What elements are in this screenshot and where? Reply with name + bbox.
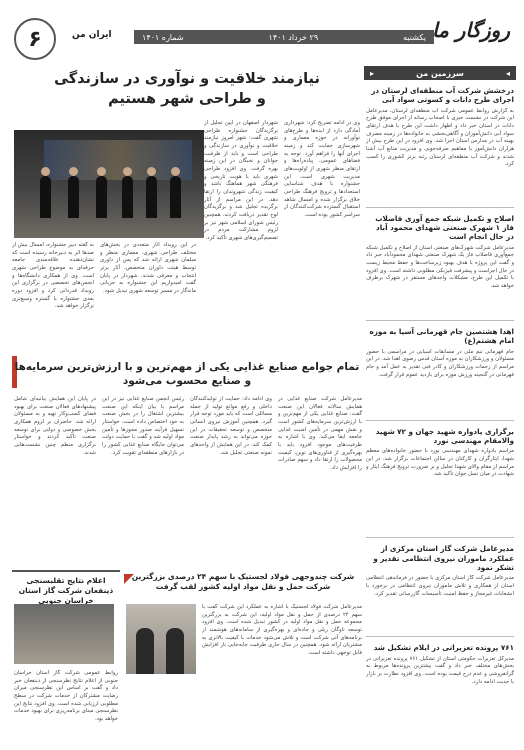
article-title: اعلام نتایج تقلبسنجی ذینفعان شرکت گاز استان خراسان جنوبی: [18, 576, 114, 605]
divider: [366, 636, 514, 637]
logistics-headline: شرکت چندوجهی فولاد لجستیک با سهم ۲۴ درصدی بزرگترین شرکت حمل و نقل مواد اولیه کشور لقب گرفت: [131, 572, 355, 592]
article-body: مدیرکل تعزیرات حکومتی استان از تشکیل ۷۶۱ پرونده تعزیراتی در بخش‌های مختلف خبر داد و گفت بیشترین پرونده‌ها مربوط به گرانفروشی و عدم درج قیمت بوده است. وی افزود نظارت بر بازار با جدیت ادامه دارد.: [366, 655, 514, 685]
right-article: [364, 643, 516, 699]
right-article: [364, 427, 516, 533]
right-article: [364, 214, 516, 315]
headline-line: و صنایع محسوب می‌شود: [122, 375, 252, 388]
weekday: یکشنبه: [403, 32, 426, 42]
main-article-col: در این رویداد آثار متعددی در بخش‌های مختلف طراحی شهری، معماری منظر و مبلمان شهری ارائه شد که پس از داوری توسط هیئت داوران متخصص، آثار برتر انتخاب و معرفی شدند. شهردار در پایان گفت امیدواریم این جشنواره به جریانی ماندگار در مسیر توسعه شهری تبدیل شود.: [100, 242, 196, 295]
figure: [170, 176, 181, 218]
article-body: مدیرعامل شرکت گاز استان مرکزی با حضور در فرماندهی انتظامی استان از همکاری و تلاش ماموران نیروی انتظامی در برخورد با انشعابات غیرمجاز و حفظ امنیت تأسیسات گازرسانی تقدیر کرد.: [366, 575, 514, 597]
right-column: [364, 66, 516, 742]
divider: [366, 537, 514, 538]
main-headline: [12, 70, 362, 109]
page-number: ۶: [14, 18, 56, 60]
article-title: برگزاری یادواره شهید جهان و ۷۲ شهید والامقام مهندسی نورد: [375, 426, 514, 445]
right-article: [364, 544, 516, 631]
article-body: مدیرعامل شرکت فولاد لجستیک با اشاره به عملکرد این شرکت گفت با سهم ۲۴ درصدی از حمل و نقل مواد اولیه، این شرکت به بزرگترین مجموعه حمل و نقل مواد اولیه در کشور تبدیل شده است. وی افزود توسعه ناوگان ریلی و جاده‌ای و بهره‌گیری از سامانه‌های هوشمند از برنامه‌های آتی شرکت است و تلاش می‌شود خدمات با کیفیت بالاتری به مشتریان ارائه شود. همچنین در سال جاری ظرفیت جابه‌جایی بار افزایش قابل توجهی داشته است.: [202, 604, 362, 657]
figure: [68, 176, 79, 218]
figure: [122, 176, 133, 218]
right-column-title: سرزمین من: [416, 68, 464, 78]
right-article: [364, 86, 516, 202]
article-title: اصلاح و تکمیل شبکه جمع آوری فاضلاب فاز ۱ شهرک صنعتی شهدای محمود آباد در حال انجام است: [375, 213, 514, 242]
article-title: مدیرعامل شرکت گاز استان مرکزی از عملکرد ماموران نیروی انتظامی تقدیر و تشکر نمود: [373, 544, 514, 572]
second-article-col: در پایان این همایش بیانیه‌ای شامل پیشنهادهای فعالان صنعت برای بهبود فضای کسب‌وکار تهیه و به مسئولان ارائه شد. حاضران بر لزوم همکاری بخش خصوصی و دولتی برای توسعه صنعت تأکید کردند و خواستار برگزاری منظم چنین نشست‌هایی شدند.: [14, 396, 96, 456]
award-photo: [126, 604, 196, 674]
section-label: ایران من: [72, 30, 112, 40]
figure: [146, 176, 157, 218]
chevron-icon: ▸: [370, 68, 375, 78]
issue-number: شماره ۱۴۰۱: [142, 32, 184, 42]
divider: [366, 320, 514, 321]
ceremony-photo: [14, 130, 204, 238]
date-band: [134, 30, 434, 44]
stage-figures: [34, 163, 184, 218]
figure: [166, 628, 184, 674]
main-article: [12, 66, 362, 115]
divider: [366, 420, 514, 421]
headline-line: تمام جوامع صنایع غذایی یکی از مهم‌ترین و با ارزش‌ترین سرمایه‌ها: [14, 361, 360, 373]
page-header: [14, 18, 510, 62]
article-body: مراسم یادواره شهدای مهندسی نورد با حضور خانواده‌های معظم شهدا، ایثارگران و کارکنان در سالن اجتماعات برگزار شد. در این مراسم از مقام والای شهدا تجلیل و بر ضرورت ترویج فرهنگ ایثار و شهادت در میان نسل جوان تأکید شد.: [366, 448, 514, 478]
gas-company-photo: [14, 604, 114, 664]
article-body: به گزارش روابط عمومی شرکت آب منطقه‌ای لرستان، مدیرعامل این شرکت در نشست خبری با اصحاب رسانه از اجرای موفق طرح دانات در استان خبر داد و اظهار داشت این طرح با هدف ارتقای سواد آبی دانش‌آموزان و آگاهی‌بخشی به خانواده‌ها در زمینه مصرف بهینه آب در مدارس استان اجرا شد. وی افزود در این طرح بیش از هزاران دانش‌آموز با مفاهیم صرفه‌جویی و مدیریت منابع آب آشنا شدند و شرکت آب منطقه‌ای لرستان رتبه برتر کشوری را کسب کرد.: [366, 107, 514, 168]
second-article-col: مدیرعامل شرکت صنایع غذایی در همایش سالانه فعالان این صنعت گفت: صنایع غذایی یکی از مهم‌ترین و با ارزش‌ترین سرمایه‌های کشور است و نقش مهمی در تأمین امنیت غذایی جامعه ایفا می‌کند. وی با اشاره به ظرفیت‌های موجود افزود باید با بهره‌گیری از فناوری‌های نوین، کیفیت محصولات را ارتقا داد و سهم صادرات را افزایش داد.: [278, 396, 362, 472]
article-title: درخشش شرکت آب منطقه‌ای لرستان در اجرای طرح دانات و کسوتی سواد آبی: [371, 86, 514, 105]
right-column-header: [364, 66, 516, 80]
article-body-continued: [126, 678, 198, 742]
chevron-icon: ◂: [505, 68, 510, 78]
date: ۲۹ خرداد ۱۴۰۱: [268, 32, 319, 42]
headline-line: و طراحی شهر هستیم: [108, 90, 266, 107]
figure: [40, 176, 51, 218]
article-title: اهدا هشتصین جام قهرمانی آسیا به موزه امام هشتم(ع): [369, 326, 514, 346]
main-article-col: به گفته دبیر جشنواره، امسال بیش از صدها اثر به دبیرخانه رسیده است که نشان‌دهنده علاقه‌مندی جامعه حرفه‌ای به موضوع طراحی شهری است. وی از همکاری دانشگاه‌ها و انجمن‌های تخصصی در برگزاری این رویداد قدردانی کرد و افزود دوره بعدی جشنواره با گستره وسیع‌تری برگزار خواهد شد.: [12, 242, 94, 310]
headline-line: نیازمند خلاقیت و نوآوری در سازندگی: [54, 71, 320, 87]
second-article-col: رئیس انجمن صنایع غذایی نیز در این مراسم با بیان اینکه این صنعت بیشترین اشتغال را در بخش صنعت به خود اختصاص داده است، خواستار تسهیل فرآیند صدور مجوزها و تأمین مواد اولیه شد و گفت با حمایت دولت می‌توان جایگاه صنایع غذایی کشور را در بازارهای منطقه‌ای تقویت کرد.: [102, 396, 184, 456]
second-article-col: وی ادامه داد: حمایت از تولیدکنندگان داخلی و رفع موانع تولید از جمله مسائلی است که باید مورد توجه قرار گیرد. همچنین آموزش نیروی انسانی متخصص و توسعه تحقیقات در این حوزه می‌تواند به رشد پایدار صنعت کمک کند. در این همایش از واحدهای نمونه صنعتی تجلیل شد.: [190, 396, 272, 456]
main-article-col: شهردار اصفهان در آیین تجلیل از برگزیدگان جشنواره طراحی شهری گفت: شهر امروز نیازمند خلاقیت و نوآوری در سازندگی و طراحی است و باید از ظرفیت جوانان و نخبگان در این زمینه بهره گرفت. وی افزود طراحی شهری باید با هویت تاریخی و فرهنگی شهر هماهنگ باشد و کیفیت زندگی شهروندان را ارتقا دهد. در این مراسم از آثار برگزیده تجلیل شد و برگزیدگان لوح تقدیر دریافت کردند. همچنین رئیس شورای اسلامی شهر نیز بر لزوم مشارکت مردم در تصمیم‌گیری‌های شهری تأکید کرد.: [204, 120, 278, 242]
article-body: مدیرعامل شرکت شهرک‌های صنعتی استان از اصلاح و تکمیل شبکه جمع‌آوری فاضلاب فاز یک شهرک صنعتی شهدای محمودآباد خبر داد و گفت این پروژه با هدف بهبود زیرساخت‌ها و حفظ محیط زیست در حال اجراست و پیشرفت فیزیکی مطلوبی داشته است. وی افزود با تکمیل این طرح، مشکلات واحدهای مستقر در شهرک برطرف خواهد شد.: [366, 244, 514, 290]
article-body: جام قهرمانی تیم ملی در مسابقات آسیایی در مراسمی با حضور مسئولان و ورزشکاران به موزه آستان قدس رضوی اهدا شد. در این مراسم از زحمات ورزشکاران و کادر فنی تقدیر به عمل آمد و جام قهرمانی در گنجینه ورزش موزه برای بازدید عموم قرار گرفت.: [366, 348, 514, 378]
divider: [366, 207, 514, 208]
second-headline: [12, 360, 362, 388]
article-body: روابط عمومی شرکت گاز استان خراسان جنوبی از اعلام نتایج نظرسنجی از ذینفعان خبر داد و گفت بر اساس این نظرسنجی میزان رضایت مشترکان از خدمات شرکت در سطح مطلوبی ارزیابی شده است. وی افزود نتایج این نظرسنجی مبنای برنامه‌ریزی برای بهبود خدمات خواهد بود.: [14, 670, 118, 723]
main-article-col: وی در ادامه تصریح کرد: شهرداری آمادگی دارد از ایده‌ها و طرح‌های نوآورانه در حوزه معماری و شهرسازی حمایت کند و زمینه اجرای آنها را فراهم آورد. توجه به فضاهای عمومی، پیاده‌راه‌ها و ارتقای منظر شهری از اولویت‌های مدیریت شهری است. این جشنواره با هدف شناسایی استعدادها و ترویج فرهنگ طراحی خلاق برگزار شده و امسال شاهد استقبال گسترده شرکت‌کنندگان از سراسر کشور بوده است.: [284, 120, 360, 219]
figure: [96, 176, 107, 218]
newspaper-logo: روزگار ما: [431, 18, 510, 42]
article-title: ۷۶۱ پرونده تعزیراتی در ایلام تشکیل شد: [373, 643, 514, 653]
figure: [136, 628, 154, 674]
right-article: [364, 327, 516, 415]
